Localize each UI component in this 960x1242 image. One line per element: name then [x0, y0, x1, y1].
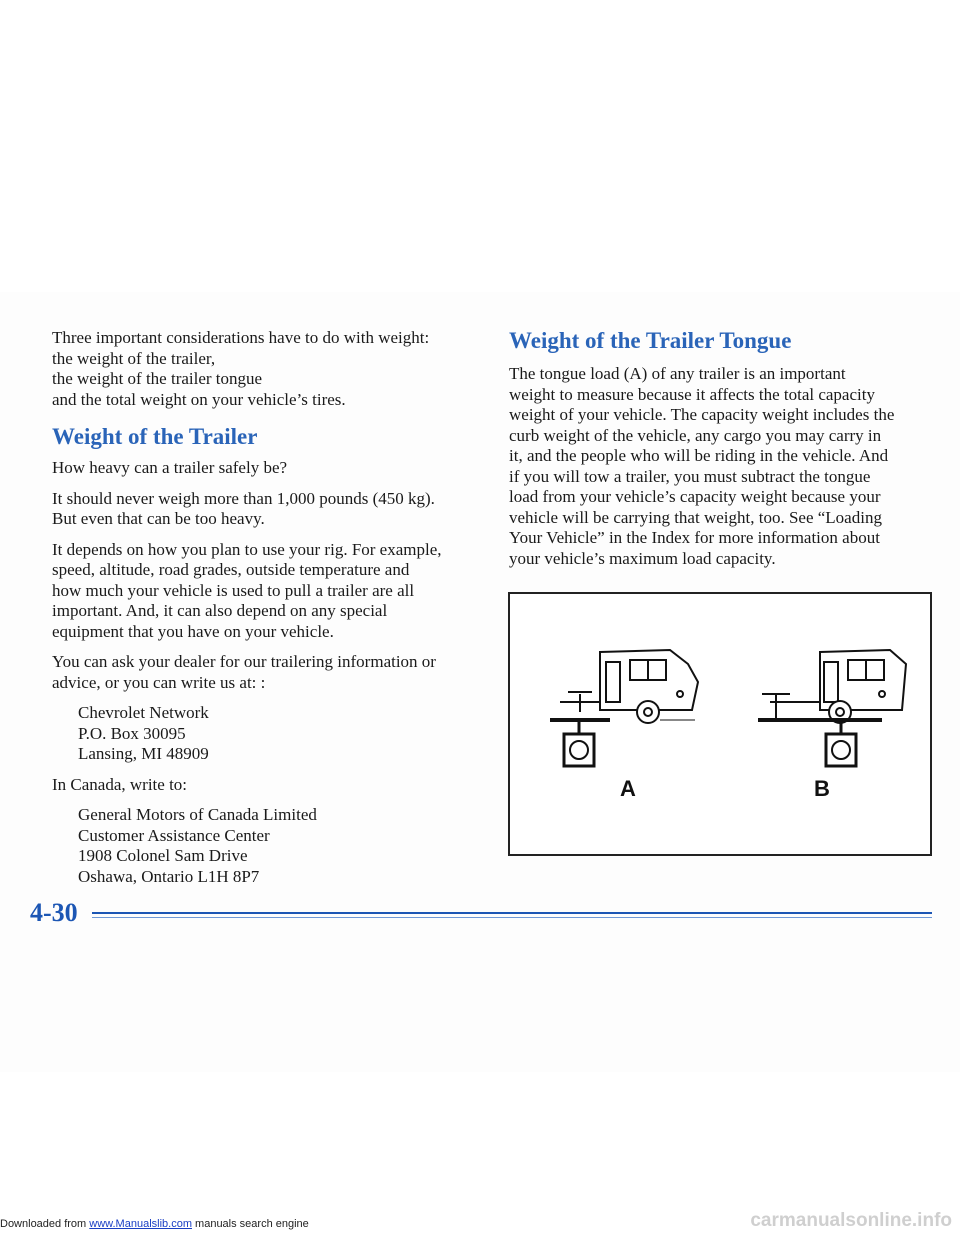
depends-line: important. And, it can also depend on any special: [52, 601, 388, 620]
us-address-line: P.O. Box 30095: [78, 723, 186, 743]
right-column: [509, 326, 934, 569]
canada-intro: In Canada, write to:: [52, 774, 188, 794]
left-column: [52, 328, 482, 887]
question-text: How heavy can a trailer safely be?: [52, 458, 288, 477]
tongue-body-line: curb weight of the vehicle, any cargo you may carry in: [509, 425, 882, 445]
tongue-body-line: it, and the people who will be riding in the vehicle. And: [509, 446, 889, 465]
canada-address-line: Customer Assistance Center: [78, 825, 270, 845]
tongue-weight-illustration: [508, 592, 932, 856]
canada-address-line: General Motors of Canada Limited: [78, 805, 317, 824]
depends-line: speed, altitude, road grades, outside temperature and: [52, 560, 410, 579]
depends-line: It depends on how you plan to use your rig. For example,: [52, 539, 442, 559]
section-heading-tongue-weight: Weight of the Trailer Tongue: [509, 328, 792, 353]
download-suffix: manuals search engine: [191, 1218, 309, 1230]
ask-line: advice, or you can write us at: :: [52, 672, 266, 692]
tongue-body-line: Your Vehicle” in the Index for more information about: [509, 528, 880, 547]
tongue-body-line: The tongue load (A) of any trailer is an important: [509, 364, 846, 383]
tongue-body-line: vehicle will be carrying that weight, too. See “Loading: [509, 507, 882, 527]
ask-line: You can ask your dealer for our trailering information or: [52, 652, 436, 671]
limit-line: It should never weigh more than 1,000 pounds (450 kg).: [52, 488, 435, 508]
tongue-body-line: if you will tow a trailer, you must subtract the tongue: [509, 466, 871, 486]
figure-label-a: A: [620, 776, 636, 801]
footer-rule: [92, 912, 932, 914]
canada-address-line: 1908 Colonel Sam Drive: [78, 846, 248, 865]
tongue-body-line: weight to measure because it affects the total capacity: [509, 384, 875, 404]
download-notice: [0, 1218, 309, 1230]
tongue-body-line: your vehicle’s maximum load capacity.: [509, 548, 776, 568]
us-address-line: Lansing, MI 48909: [78, 744, 209, 763]
tongue-body-line: load from your vehicle’s capacity weight because your: [509, 487, 881, 506]
section-heading-trailer-weight: Weight of the Trailer: [52, 424, 258, 449]
footer-rule-thin: [92, 917, 932, 918]
canada-address-line: Oshawa, Ontario L1H 8P7: [78, 866, 260, 886]
download-prefix: Downloaded from: [0, 1218, 90, 1230]
intro-line: the weight of the trailer tongue: [52, 369, 263, 388]
trailer-b-drawing: [758, 650, 906, 766]
tongue-body-line: weight of your vehicle. The capacity weight includes the: [509, 405, 895, 424]
figure-label-b: B: [814, 776, 830, 801]
watermark-logo: carmanualsonline.info: [750, 1210, 952, 1231]
us-address-line: Chevrolet Network: [78, 703, 209, 722]
intro-line: the weight of the trailer,: [52, 348, 216, 368]
depends-line: equipment that you have on your vehicle.: [52, 621, 334, 641]
trailer-scale-diagram: [510, 594, 930, 854]
page-number: 4-30: [30, 898, 78, 927]
limit-line: But even that can be too heavy.: [52, 509, 265, 528]
manualslib-link[interactable]: www.Manualslib.com: [89, 1218, 192, 1230]
intro-line: Three important considerations have to do with weight:: [52, 328, 430, 347]
trailer-a-drawing: [550, 650, 698, 766]
depends-line: how much your vehicle is used to pull a trailer are all: [52, 580, 415, 600]
intro-line: and the total weight on your vehicle’s tires.: [52, 389, 346, 409]
